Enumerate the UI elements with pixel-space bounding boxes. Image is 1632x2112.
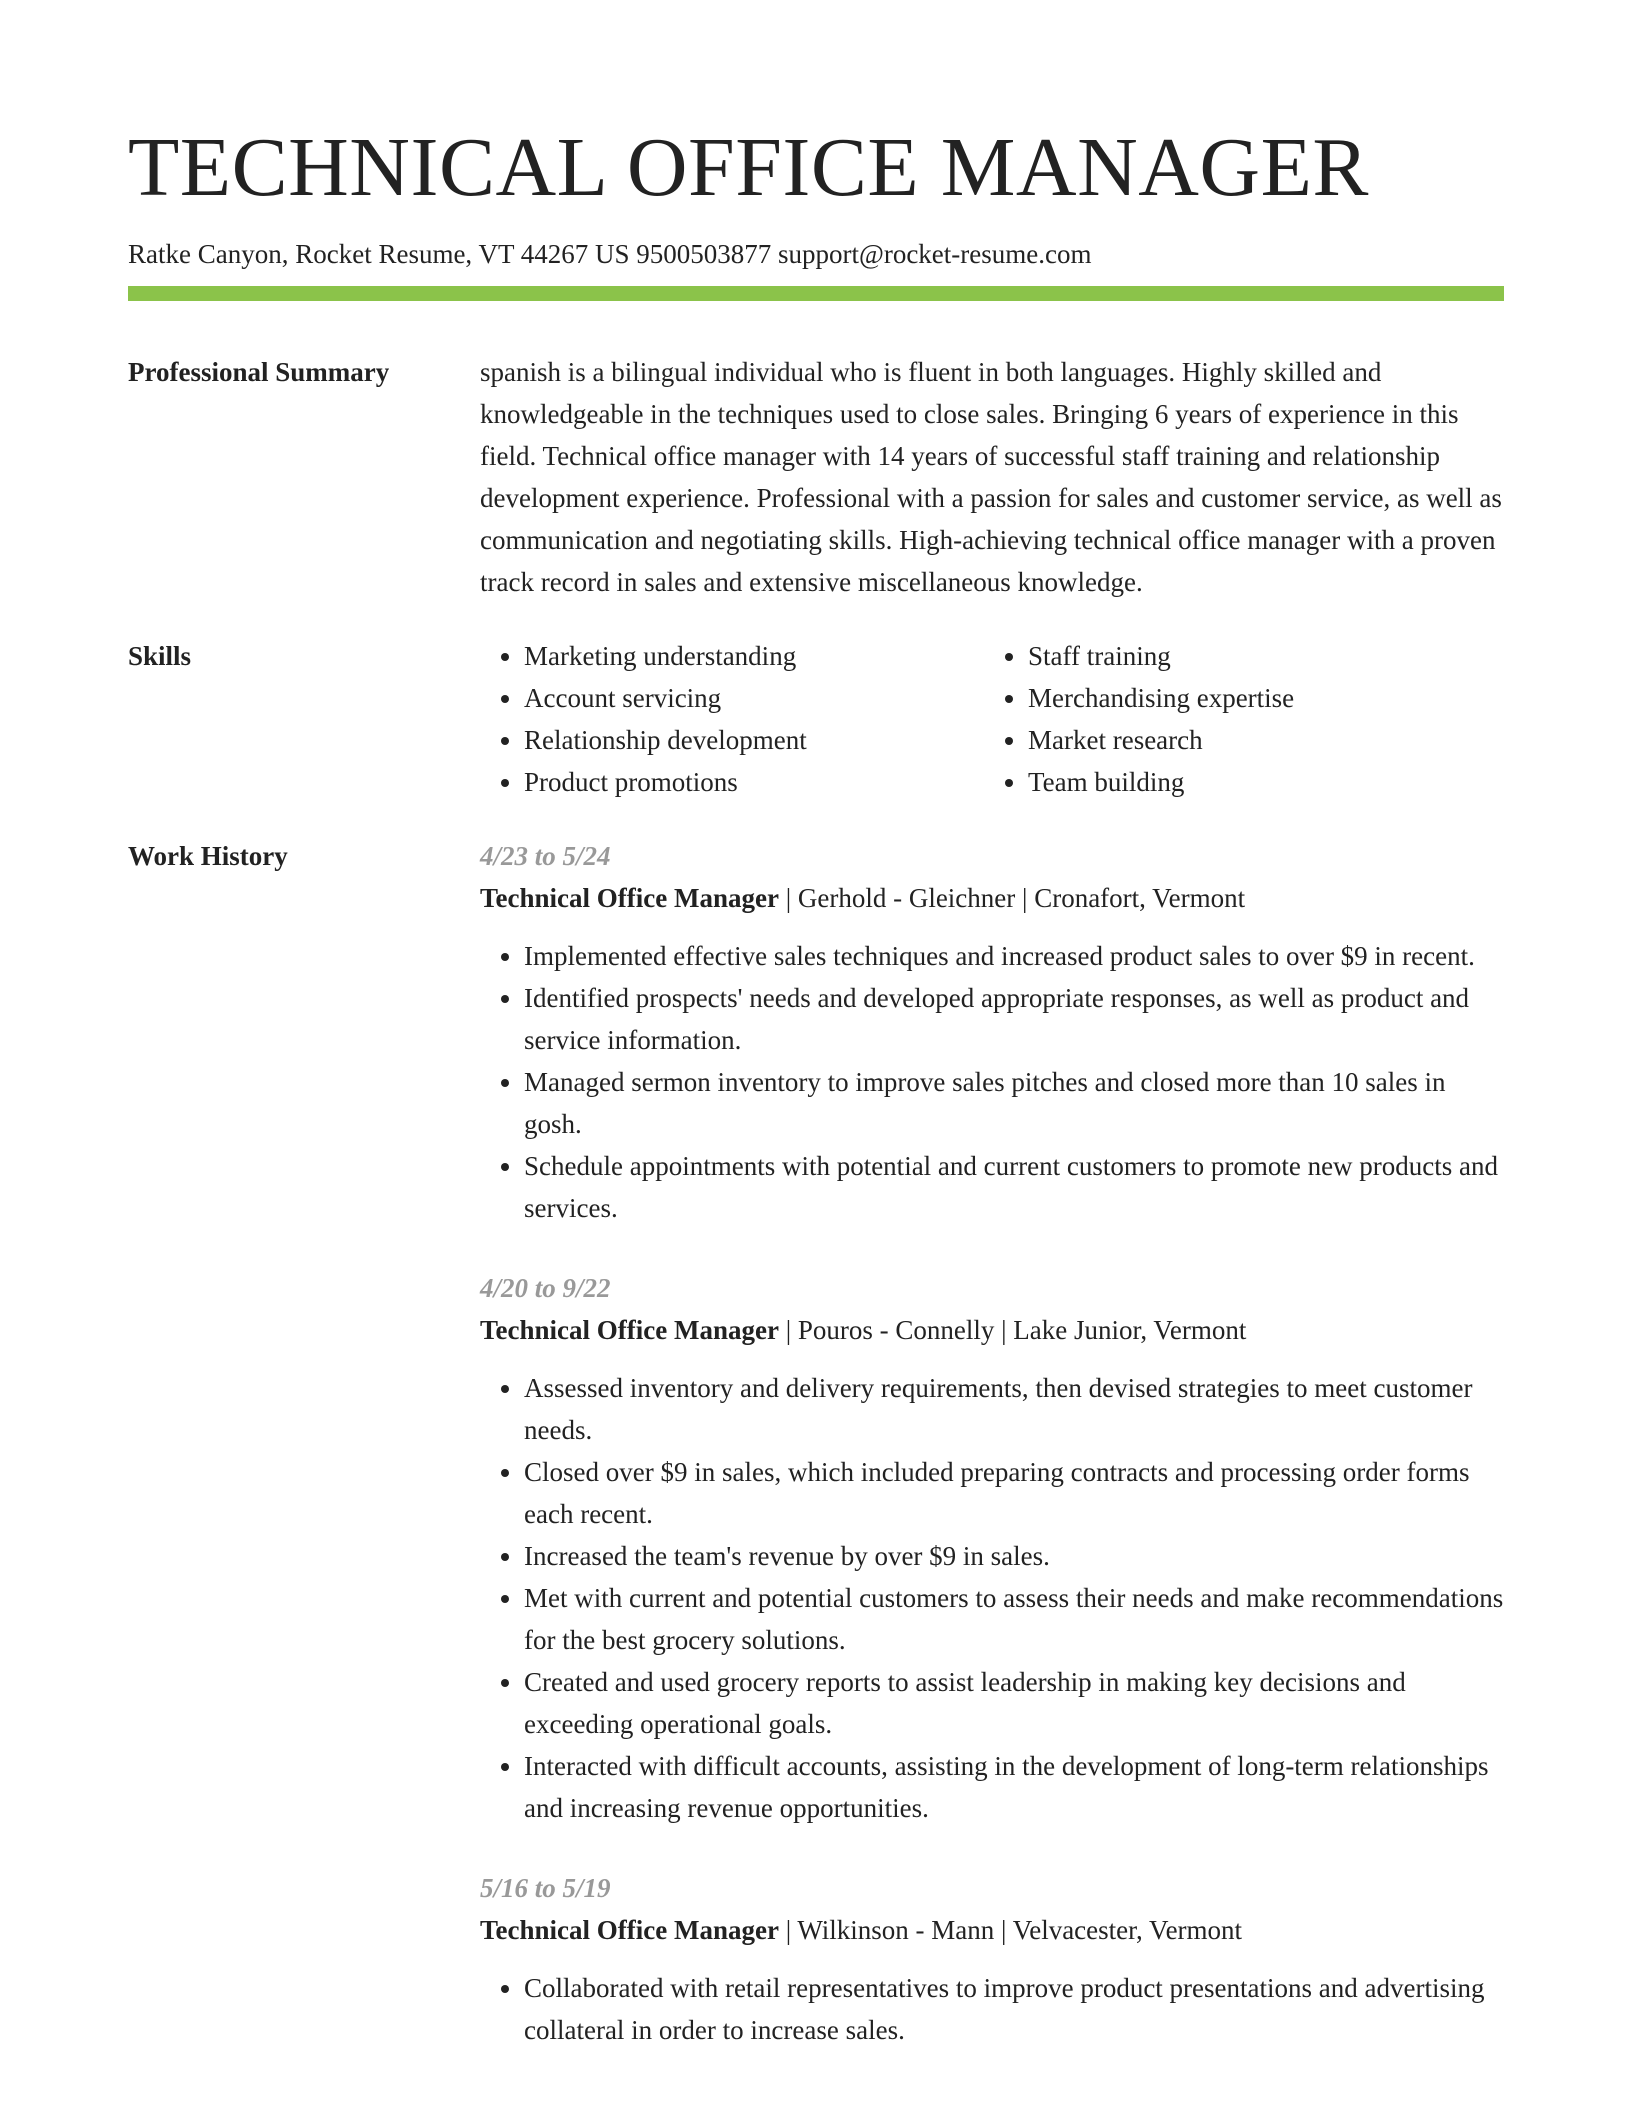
contact-address: Ratke Canyon, Rocket Resume, VT 44267 US	[128, 239, 630, 269]
accent-divider	[128, 286, 1504, 301]
skill-item: • Product promotions	[524, 761, 984, 803]
skill-item: • Market research	[1028, 719, 1488, 761]
job-bullet: • Closed over $9 in sales, which included preparing contracts and processing order forms each recent.	[524, 1451, 1504, 1535]
work-history-heading: Work History	[128, 841, 288, 871]
job-entry	[480, 835, 1504, 1229]
job-title: Technical Office Manager	[480, 1315, 779, 1345]
skill-item: • Account servicing	[524, 677, 984, 719]
skill-item: • Team building	[1028, 761, 1488, 803]
job-bullet: • Created and used grocery reports to assist leadership in making key decisions and exceeding operational goals.	[524, 1661, 1504, 1745]
work-history-section	[128, 835, 1504, 2051]
job-dates: 4/20 to 9/22	[480, 1273, 611, 1303]
skills-heading: Skills	[128, 641, 192, 671]
contact-email: support@rocket-resume.com	[777, 239, 1092, 269]
job-dates: 4/23 to 5/24	[480, 841, 611, 871]
job-heading: Technical Office Manager | Pouros - Connelly | Lake Junior, Vermont	[480, 1315, 1247, 1345]
skill-item: • Staff training	[1028, 635, 1488, 677]
skill-item: • Merchandising expertise	[1028, 677, 1488, 719]
job-bullet-list	[480, 935, 1504, 1229]
skills-section	[128, 635, 1504, 803]
work-history-body	[480, 835, 1504, 2051]
job-bullet: • Implemented effective sales techniques and increased product sales to over $9 in recent.	[524, 935, 1504, 977]
job-title: Technical Office Manager	[480, 1915, 779, 1945]
skills-list-right	[984, 635, 1488, 803]
job-bullet: • Schedule appointments with potential and current customers to promote new products and services.	[524, 1145, 1504, 1229]
job-bullet: • Interacted with difficult accounts, assisting in the development of long-term relationships and increasing revenue opportunities.	[524, 1745, 1504, 1829]
job-bullet-list	[480, 1967, 1504, 2051]
job-heading: Technical Office Manager | Gerhold - Gleichner | Cronafort, Vermont	[480, 883, 1246, 913]
job-company: Pouros - Connelly	[797, 1315, 995, 1345]
job-dates: 5/16 to 5/19	[480, 1873, 611, 1903]
summary-text: spanish is a bilingual individual who is fluent in both languages. Highly skilled and knowledgeable in the techniques used to close sales. Bringing 6 years of experience in this field. Technical office manager with 14 years of successful staff training and relationship development experience. Professional with a passion for sales and customer service, as well as communication and negotiating skills. High-achieving technical office manager with a proven track record in sales and extensive miscellaneous knowledge.	[480, 357, 1502, 597]
job-entry	[480, 1867, 1504, 2051]
job-bullet: • Assessed inventory and delivery requirements, then devised strategies to meet customer needs.	[524, 1367, 1504, 1451]
resume-page	[128, 118, 1504, 2051]
job-bullet: • Collaborated with retail representatives to improve product presentations and advertising collateral in order to increase sales.	[524, 1967, 1504, 2051]
job-bullet: • Managed sermon inventory to improve sales pitches and closed more than 10 sales in gosh.	[524, 1061, 1504, 1145]
contact-line	[128, 236, 1504, 272]
job-location: Lake Junior, Vermont	[1013, 1315, 1247, 1345]
job-bullet: • Increased the team's revenue by over $9 in sales.	[524, 1535, 1504, 1577]
job-bullet-list	[480, 1367, 1504, 1829]
job-company: Gerhold - Gleichner	[797, 883, 1016, 913]
skill-item: • Marketing understanding	[524, 635, 984, 677]
summary-heading: Professional Summary	[128, 357, 390, 387]
resume-name: TECHNICAL OFFICE MANAGER	[128, 121, 1369, 214]
job-title: Technical Office Manager	[480, 883, 779, 913]
job-company: Wilkinson - Mann	[797, 1915, 995, 1945]
job-heading: Technical Office Manager | Wilkinson - Mann | Velvacester, Vermont	[480, 1915, 1243, 1945]
contact-phone: 9500503877	[636, 239, 772, 269]
job-bullet: • Identified prospects' needs and developed appropriate responses, as well as product and service information.	[524, 977, 1504, 1061]
skills-grid	[480, 635, 1504, 803]
skill-item: • Relationship development	[524, 719, 984, 761]
summary-section	[128, 351, 1504, 603]
job-bullet: • Met with current and potential customers to assess their needs and make recommendations for the best grocery solutions.	[524, 1577, 1504, 1661]
job-entry	[480, 1267, 1504, 1829]
skills-list-left	[480, 635, 984, 803]
job-location: Velvacester, Vermont	[1012, 1915, 1243, 1945]
job-location: Cronafort, Vermont	[1034, 883, 1246, 913]
